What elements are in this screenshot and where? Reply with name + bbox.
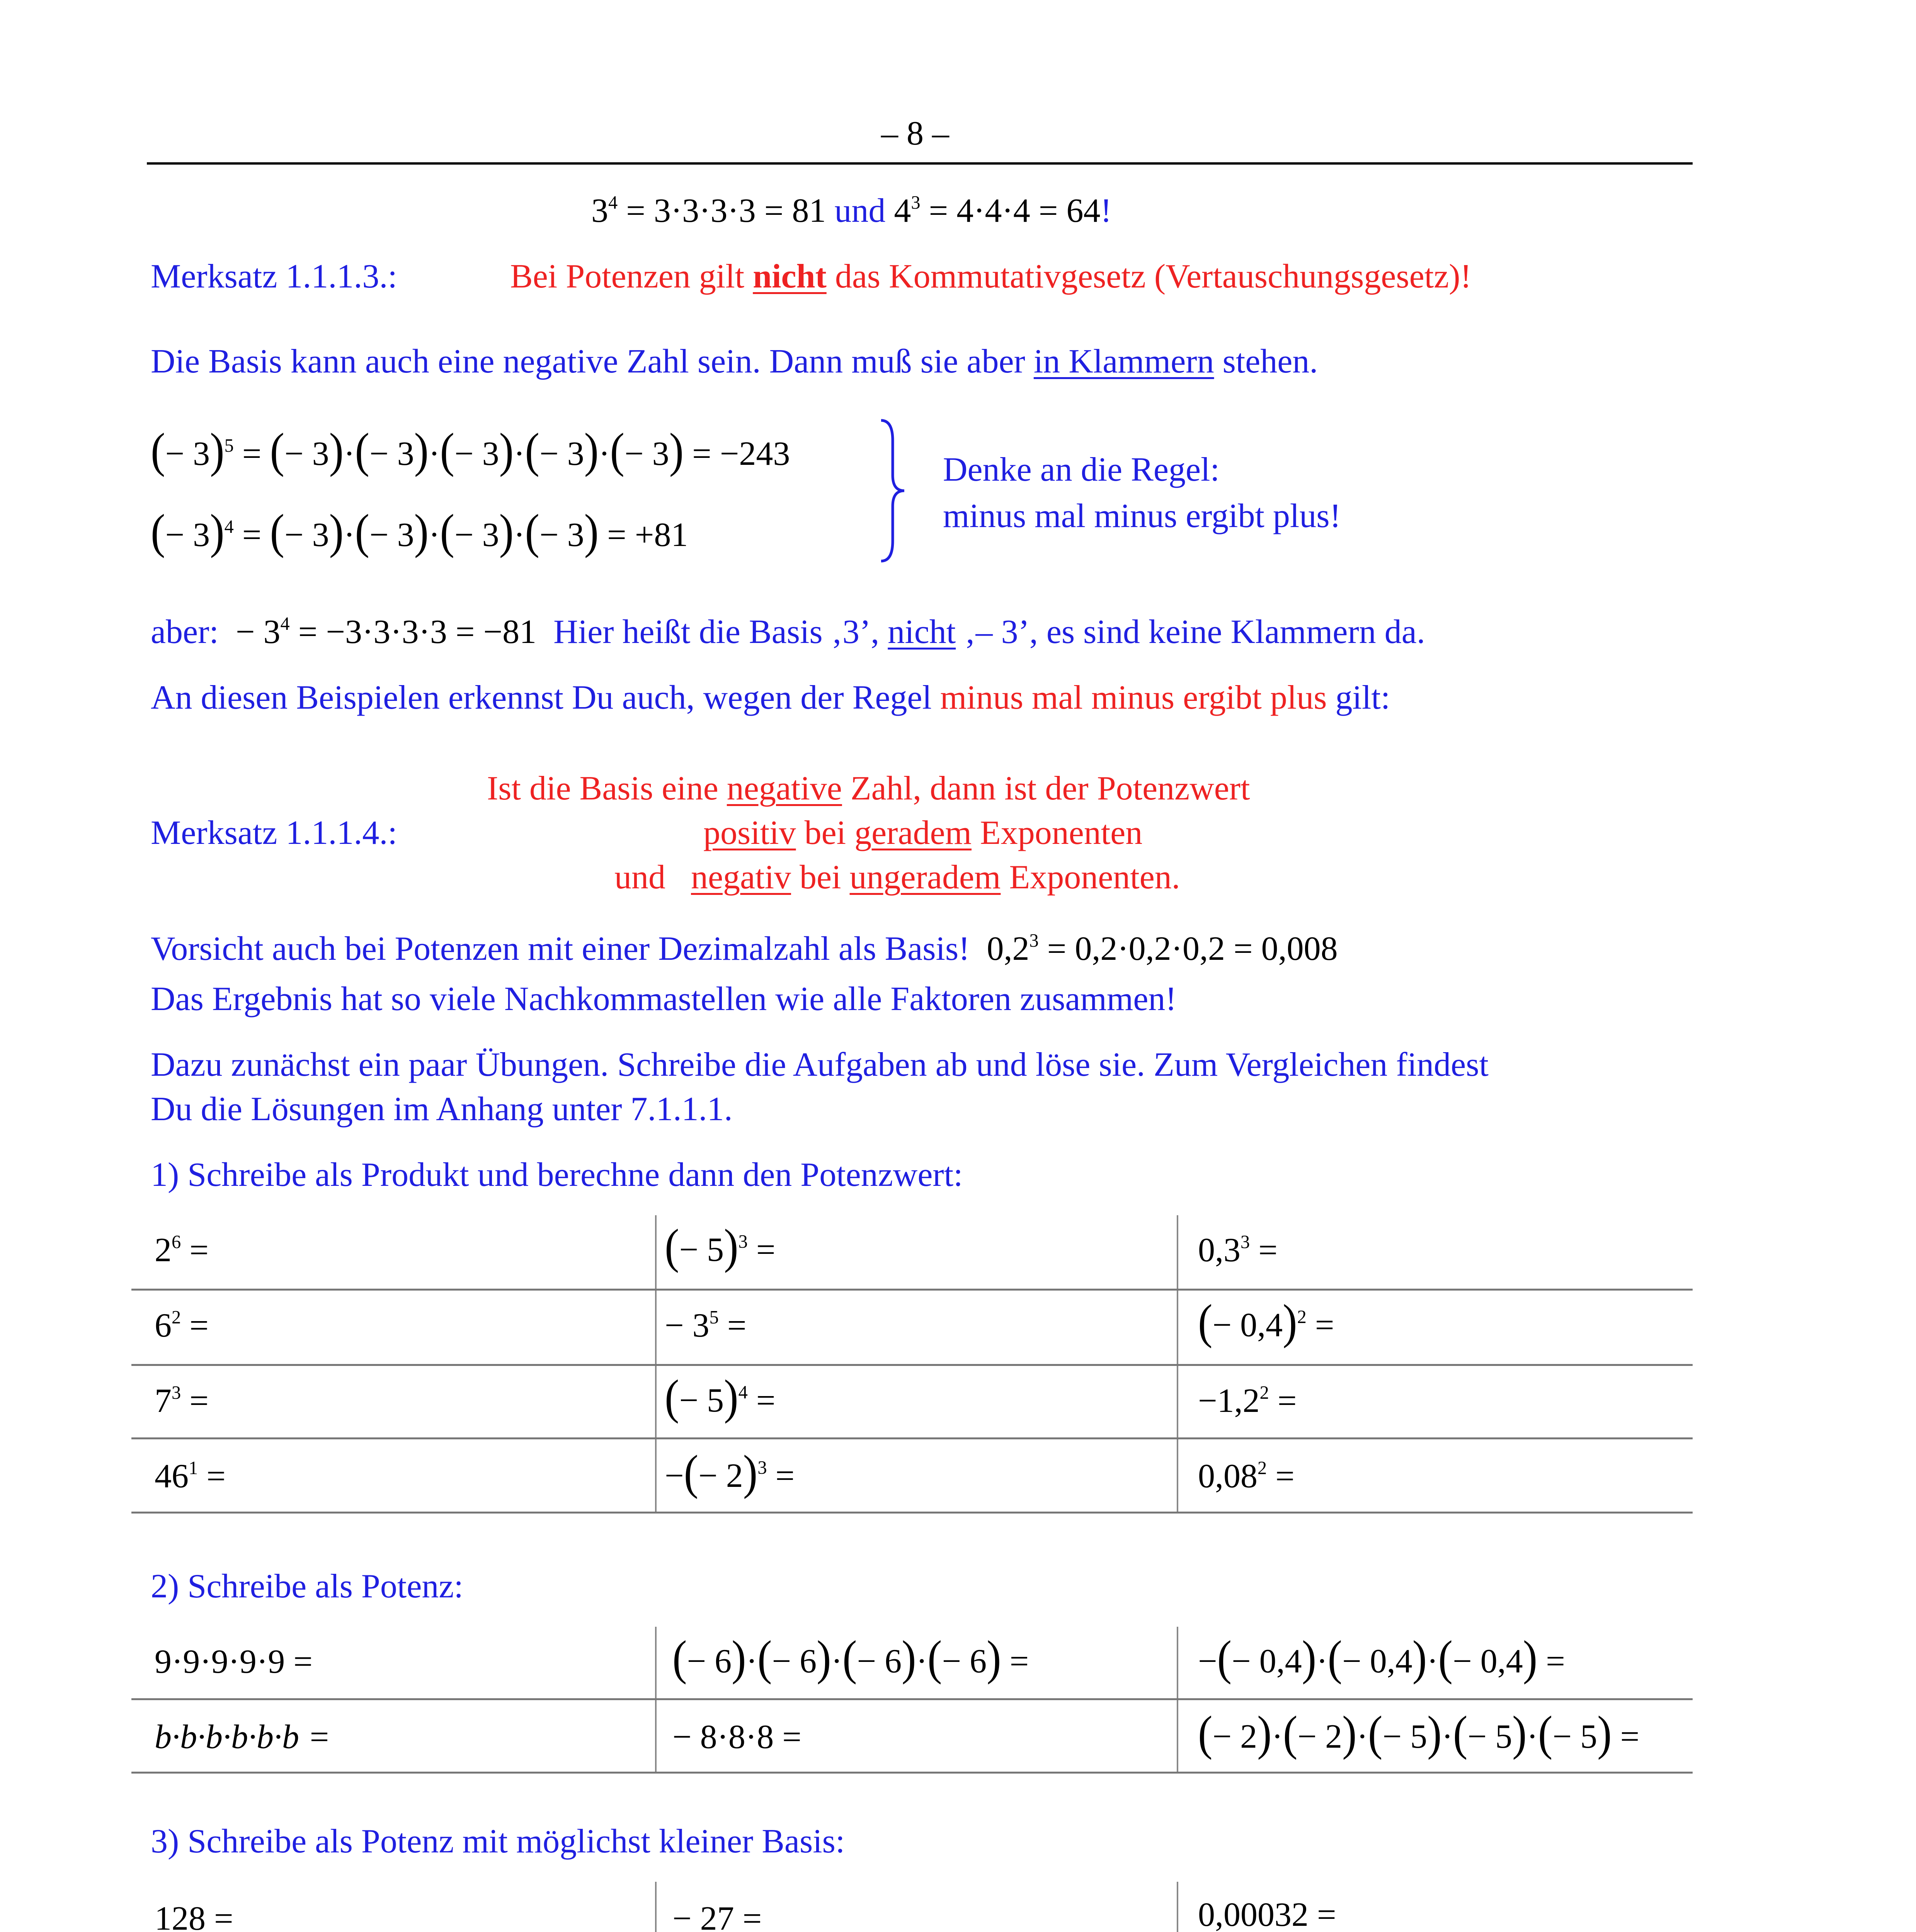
merksatz-1114-label: Merksatz 1.1.1.4.: [151, 814, 397, 852]
m1114-und: und [614, 859, 665, 896]
ex2-cell: 9·9·9·9·9 = [155, 1643, 313, 1680]
merksatz-1113-text-b: das Kommutativgesetz (Vertauschungsgesetz)! [826, 258, 1472, 295]
ex2-cell: −(− 0,4)·(− 0,4)·(− 0,4) = [1198, 1631, 1565, 1685]
aber-nicht: nicht [888, 613, 956, 651]
merksatz-1114-line-2 [703, 811, 1142, 855]
m1114-ungeradem: ungeradem [849, 859, 1001, 896]
beispiele-a: An diesen Beispielen erkennst Du auch, wegen der Regel [151, 679, 940, 716]
ex2-cell: b·b·b·b·b·b = [155, 1718, 331, 1756]
ex1-cell: $2^6$ = [155, 1231, 209, 1269]
m1114-negativ: negativ [691, 859, 791, 896]
merksatz-1113-text [510, 255, 1472, 298]
intro-conj: und [834, 192, 886, 230]
merksatz-1113-text-a: Bei Potenzen gilt [510, 258, 753, 295]
merksatz-1114-line-1 [487, 767, 1250, 810]
m1114-l3-a: bei [791, 859, 850, 896]
beispiele-red: minus mal minus ergibt plus [940, 679, 1327, 716]
ex1-cell: − $3^5$ = [665, 1307, 747, 1344]
ex2-cell: − 8·8·8 = [672, 1718, 801, 1756]
m1114-positiv: positiv [703, 814, 796, 852]
exercise-2-title: 2) Schreibe als Potenz: [151, 1568, 463, 1605]
ex2-cell: (− 6)·(− 6)·(− 6)·(− 6) = [672, 1631, 1029, 1685]
beispiele-line [151, 676, 1390, 719]
m1114-negative: negative [727, 770, 842, 807]
merksatz-1114-line-3 [614, 856, 1180, 899]
beispiele-b: gilt: [1327, 679, 1390, 716]
neg-basis-paragraph [151, 340, 1318, 383]
m1114-l2-a: bei [796, 814, 855, 852]
ex3-cell: 0,00032 = [1198, 1896, 1336, 1932]
ex2-cell: (− 2)·(− 2)·(− 5)·(− 5)·(− 5) = [1198, 1706, 1640, 1760]
header-rule [147, 162, 1693, 165]
ex1-cell: $0,3^3$ = [1198, 1231, 1278, 1269]
vorsicht-line-2: Das Ergebnis hat so viele Nachkommastellen wie alle Faktoren zusammen! [151, 980, 1177, 1018]
curly-brace [877, 417, 908, 564]
ex1-cell: $7^3$ = [155, 1382, 209, 1420]
merksatz-1113-nicht: nicht [753, 258, 827, 295]
ex1-cell: $46^1$ = [155, 1458, 226, 1495]
intro-bang: ! [1100, 192, 1112, 230]
exercise-3-title: 3) Schreibe als Potenz mit möglichst kleiner Basis: [151, 1823, 845, 1860]
ex1-cell: $6^2$ = [155, 1307, 209, 1344]
aber-text-c: ‚– 3’, es sind keine Klammern da. [956, 613, 1425, 651]
example-line-2: (− 3)$^4$ = (− 3)·(− 3)·(− 3)·(− 3) = +81 [151, 505, 688, 559]
m1114-geradem: geradem [854, 814, 972, 852]
neg-basis-a: Die Basis kann auch eine negative Zahl sein. Dann muß sie aber [151, 343, 1034, 380]
neg-basis-b: stehen. [1214, 343, 1318, 380]
vorsicht-text: Vorsicht auch bei Potenzen mit einer Dezimalzahl als Basis! [151, 930, 970, 968]
aber-label: aber: [151, 613, 219, 651]
ex1-cell: $0,08^2$ = [1198, 1458, 1295, 1495]
exercise-1-title: 1) Schreibe als Produkt und berechne dann den Potenzwert: [151, 1156, 963, 1194]
uebungen-line-1: Dazu zunächst ein paar Übungen. Schreibe die Aufgaben ab und löse sie. Zum Vergleichen findest [151, 1046, 1489, 1083]
merksatz-1113-label: Merksatz 1.1.1.3.: [151, 258, 397, 295]
ex1-cell: $-1,2^2$ = [1198, 1382, 1297, 1420]
m1114-l1-a: Ist die Basis eine [487, 770, 727, 807]
aber-line: aber: − $3^4 = -3\cdot 3\cdot 3\cdot 3 = -81$ Hier heißt die Basis ‚3’, nicht ‚– 3’, es sind keine Klammern da. [151, 613, 1425, 651]
m1114-l2-b: Exponenten [972, 814, 1143, 852]
ex3-cell: − 27 = [672, 1900, 762, 1932]
rule-hint-2: minus mal minus ergibt plus! [943, 497, 1341, 535]
rule-hint-1: Denke an die Regel: [943, 451, 1220, 488]
page-number: – 8 – [881, 115, 949, 152]
ex1-cell: (− 5)$^4$ = [665, 1370, 776, 1424]
vorsicht-line: Vorsicht auch bei Potenzen mit einer Dezimalzahl als Basis! $0,2^3 = 0,2\cdot 0,2\cdot 0,2 = 0,008$ [151, 930, 1338, 968]
ex1-cell: (− 5)$^3$ = [665, 1219, 776, 1274]
example-line-1: (− 3)$^5$ = (− 3)·(− 3)·(− 3)·(− 3)·(− 3) = −243 [151, 423, 790, 478]
m1114-l3-b: Exponenten. [1001, 859, 1180, 896]
neg-basis-klammern: in Klammern [1033, 343, 1214, 380]
m1114-l1-b: Zahl, dann ist der Potenzwert [842, 770, 1250, 807]
intro-math-line: $3^4 = 3\cdot 3\cdot 3\cdot 3 = 81$ und $4^3 = 4\cdot 4\cdot 4 = 64$! [591, 192, 1112, 230]
aber-text-b: Hier heißt die Basis ‚3’, [553, 613, 888, 651]
ex3-cell: 128 = [155, 1900, 233, 1932]
uebungen-line-2: Du die Lösungen im Anhang unter 7.1.1.1. [151, 1090, 733, 1128]
ex1-cell: (− 0,4)$^2$ = [1198, 1295, 1334, 1349]
ex1-cell: −(− 2)$^3$ = [665, 1446, 795, 1500]
